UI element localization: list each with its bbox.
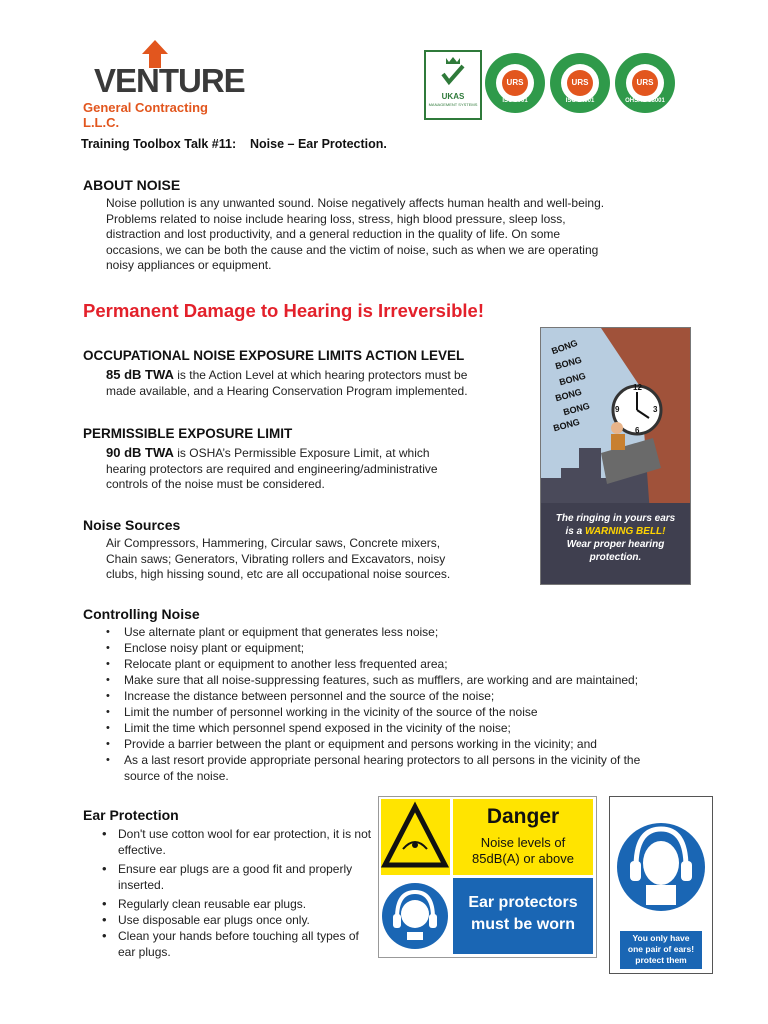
iso-9001-seal — [484, 52, 546, 114]
ukas-label: UKAS — [441, 92, 465, 101]
list-item: • Use disposable ear plugs once only. — [96, 912, 372, 928]
logo-wordmark: VENTURE — [94, 62, 245, 99]
logo-subtitle: General Contracting L.L.C. — [83, 100, 208, 130]
danger-title: Danger — [486, 805, 560, 828]
danger-line: 85dB(A) or above — [472, 851, 574, 866]
list-item: • Limit the number of personnel working in the vicinity of the source of the noise — [102, 704, 677, 720]
seal-label: ISO 14001 — [565, 98, 595, 104]
list-item: • Ensure ear plugs are a good fit and properly inserted. — [96, 861, 372, 893]
list-item: • Make sure that all noise-suppressing features, such as mufflers, are working and are maintained; — [102, 672, 677, 688]
pel-line: is OSHA’s Permissible Exposure Limit, at which — [173, 446, 430, 460]
list-item: • Limit the time which personnel spend exposed in the vicinity of the noise; — [102, 720, 677, 736]
ear-protectors-text — [453, 892, 593, 936]
ear-protectors-line: must be worn — [470, 916, 575, 933]
poster-caption-line: is a — [565, 526, 585, 537]
pel-heading: PERMISSIBLE EXPOSURE LIMIT — [83, 426, 293, 441]
bong-text: BONG — [554, 354, 583, 372]
noise-sources-heading: Noise Sources — [83, 517, 181, 533]
action-level-value: 85 dB TWA — [106, 367, 174, 382]
seal-center: URS — [571, 78, 589, 87]
about-line: noisy appliances or equipment. — [106, 258, 272, 272]
clock-number: 6 — [635, 426, 640, 435]
poster-caption-line: The ringing in yours ears — [555, 513, 676, 524]
about-line: distraction and lost productivity, and a general reduction in the quality of life. On some — [106, 227, 561, 241]
noise-sources-text — [106, 536, 526, 583]
about-paragraph — [106, 196, 646, 274]
list-item: • Provide a barrier between the plant or equipment and persons working in the vicinity; and — [102, 736, 677, 752]
warning-headline: Permanent Damage to Hearing is Irreversible! — [83, 300, 484, 321]
action-level-text — [106, 367, 526, 399]
action-level-heading: OCCUPATIONAL NOISE EXPOSURE LIMITS ACTION LEVEL — [83, 348, 465, 363]
noise-sources-line: Chain saws; Generators, Vibrating rollers and Excavators, noisy — [106, 551, 446, 566]
warning-bell-text: WARNING BELL! — [584, 526, 666, 537]
protect-ears-sign — [609, 796, 713, 974]
about-line: occasions, we can be both the cause and the victim of noise, such as when we are operating — [106, 242, 599, 257]
ear-icon-panel — [381, 878, 450, 954]
danger-noise-sign — [378, 796, 597, 958]
about-line: Noise pollution is any unwanted sound. Noise negatively affects human health and well-being. — [106, 196, 605, 210]
pel-line: controls of the noise must be considered. — [106, 477, 325, 491]
pel-line: hearing protectors are required and engineering/administrative — [106, 461, 438, 476]
list-item: • Clean your hands before touching all types of ear plugs. — [96, 928, 372, 960]
ear-protection-list — [96, 826, 372, 960]
hazard-triangle-panel — [381, 799, 450, 875]
danger-panel — [453, 799, 593, 875]
seal-center: URS — [506, 78, 524, 87]
bong-text: BONG — [552, 416, 581, 434]
list-item: • Increase the distance between personnel and the source of the noise; — [102, 688, 677, 704]
ukas-sublabel: MANAGEMENT SYSTEMS — [428, 102, 478, 107]
bong-text: BONG — [558, 370, 587, 388]
poster-caption — [541, 512, 690, 564]
danger-line: Noise levels of — [480, 835, 566, 850]
ear-protectors-line: Ear protectors — [468, 894, 578, 911]
company-logo — [80, 40, 245, 130]
list-item: • Relocate plant or equipment to another less frequented area; — [102, 656, 677, 672]
ear-protection-heading: Ear Protection — [83, 807, 179, 823]
ear-protector-icon — [381, 878, 450, 954]
iso-14001-seal — [549, 52, 611, 114]
clock-number: 3 — [653, 405, 658, 414]
mandatory-caption-panel — [620, 931, 702, 969]
pel-value: 90 dB TWA — [106, 445, 174, 460]
about-heading: ABOUT NOISE — [83, 177, 181, 193]
ear-protectors-panel — [453, 878, 593, 954]
controlling-noise-list — [102, 624, 677, 784]
danger-text — [453, 835, 593, 867]
controlling-noise-heading: Controlling Noise — [83, 606, 200, 622]
list-item: • Enclose noisy plant or equipment; — [102, 640, 677, 656]
warning-bell-poster — [540, 327, 691, 585]
mandatory-line: You only have — [632, 933, 690, 943]
ohsas-18001-seal — [614, 52, 676, 114]
seal-label: ISO 9001 — [502, 98, 528, 104]
seal-label: OHSAS 18001 — [625, 98, 665, 104]
seal-center: URS — [636, 78, 654, 87]
bong-text: BONG — [562, 400, 591, 418]
ear-protector-icon — [610, 797, 712, 931]
clock-number: 12 — [633, 383, 642, 392]
action-level-line: made available, and a Hearing Conservation Program implemented. — [106, 383, 468, 398]
document-title: Training Toolbox Talk #11: Noise – Ear Protection. — [81, 137, 387, 151]
bong-text: BONG — [554, 386, 583, 404]
list-item: • Don't use cotton wool for ear protection, it is not effective. — [96, 826, 372, 858]
noise-sources-line: clubs, high hissing sound, etc are all occupational noise sources. — [106, 567, 451, 581]
about-line: Problems related to noise include hearing loss, stress, high blood pressure, sleep loss, — [106, 211, 566, 226]
list-item: • As a last resort provide appropriate personal hearing protectors to all persons in the vicinity of the source of the noise. — [102, 752, 677, 784]
noise-sources-line: Air Compressors, Hammering, Circular saws, Concrete mixers, — [106, 536, 441, 550]
mandatory-line: protect them — [635, 955, 687, 965]
crown-check-icon — [426, 52, 480, 92]
warning-triangle-icon — [381, 799, 450, 875]
ukas-certification — [424, 50, 482, 120]
poster-caption-line: Wear proper hearing protection. — [566, 539, 665, 563]
bong-text: BONG — [550, 337, 579, 357]
mandatory-line: one pair of ears! — [627, 944, 695, 954]
clock-number: 9 — [615, 405, 620, 414]
list-item: • Use alternate plant or equipment that generates less noise; — [102, 624, 677, 640]
mandatory-caption — [620, 933, 702, 966]
action-level-line: is the Action Level at which hearing protectors must be — [173, 368, 468, 382]
pel-text — [106, 445, 526, 493]
list-item: • Regularly clean reusable ear plugs. — [96, 896, 372, 912]
